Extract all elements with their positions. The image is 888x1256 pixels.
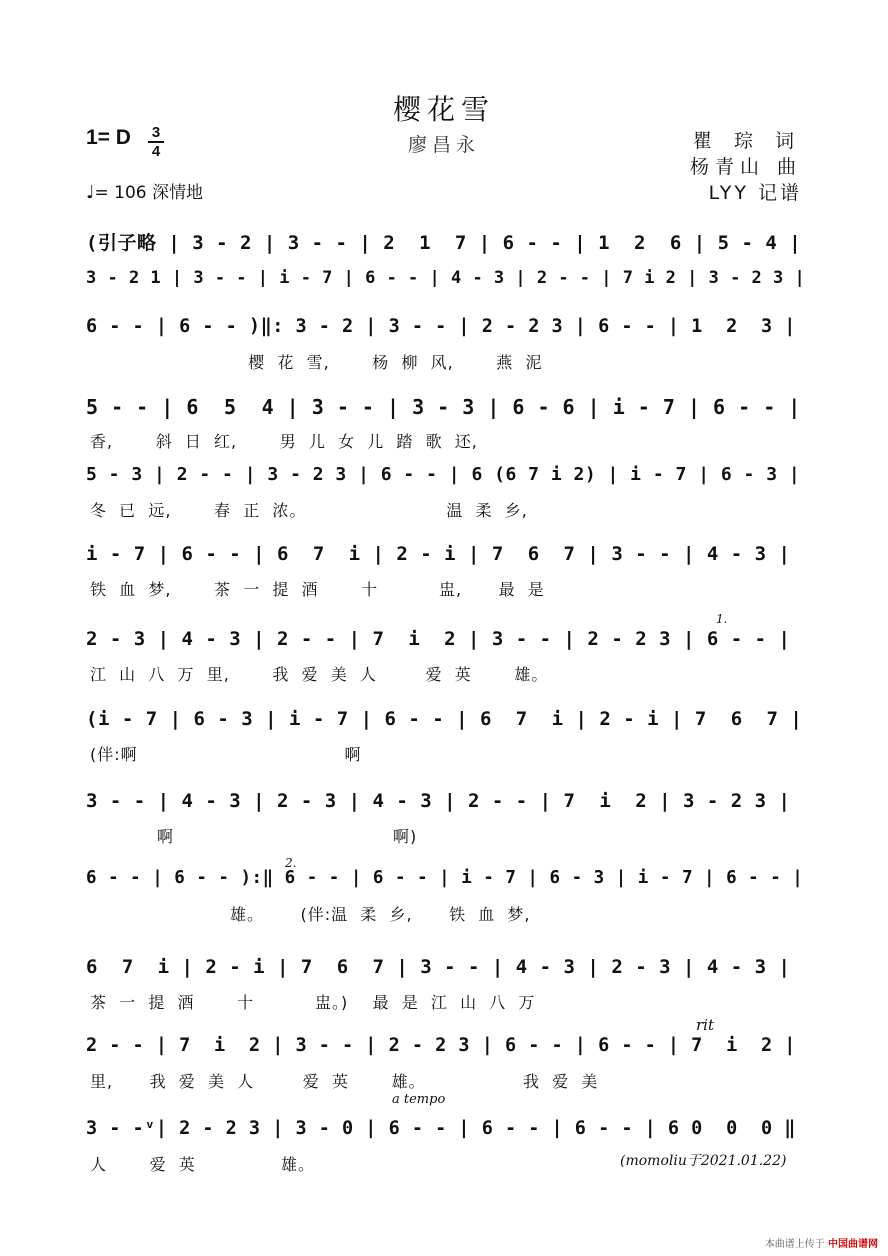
lyrics-row: (伴:啊 啊 xyxy=(90,745,362,764)
transcriber: LYY 记谱 xyxy=(708,182,802,204)
score-line xyxy=(86,790,806,848)
lyricist: 瞿 琮 词 xyxy=(692,130,802,152)
notation-row: (引子略 | 3 - 2 | 3 - - | 2 1 7 | 6 - - | 1 2 6 | 5 - 4 | xyxy=(86,232,802,254)
notation-row: 5 - 3 | 2 - - | 3 - 2 3 | 6 - - | 6 (6 7 i 2) | i - 7 | 6 - 3 | xyxy=(86,464,801,485)
notation-row: 6 - - | 6 - - ):‖ 6 - - | 6 - - | i - 7 | 6 - 3 | i - 7 | 6 - - | xyxy=(86,868,804,888)
notation-row: 2 - - | 7 i 2 | 3 - - | 2 - 2 3 | 6 - - | 6 - - | 7 i 2 | xyxy=(86,1035,796,1056)
score-line xyxy=(86,1035,806,1093)
lyrics-row: 啊 啊) xyxy=(90,827,418,846)
a-tempo-marking: a tempo xyxy=(392,1092,446,1107)
score-line xyxy=(86,543,806,601)
lyrics-row: 铁 血 梦, 茶 一 提 酒 十 盅, 最 是 xyxy=(90,580,545,599)
score-line xyxy=(86,316,806,374)
score-line xyxy=(86,708,806,766)
rit-marking: rit xyxy=(696,1016,714,1034)
volta-1: 1. xyxy=(716,612,728,626)
notation-row: 2 - 3 | 4 - 3 | 2 - - | 7 i 2 | 3 - - | 2 - 2 3 | 6 - - | xyxy=(86,628,791,650)
song-title: 樱花雪 xyxy=(392,93,495,126)
footer-text: 本曲谱上传于 xyxy=(764,1239,825,1250)
notation-row: i - 7 | 6 - - | 6 7 i | 2 - i | 7 6 7 | 3 - - | 4 - 3 | xyxy=(86,543,791,565)
singer-name: 廖昌永 xyxy=(407,134,480,156)
lyrics-row: 冬 已 远, 春 正 浓。 温 柔 乡, xyxy=(90,501,528,520)
tempo-text: = 106 深情地 xyxy=(94,183,203,203)
lyrics-row: 茶 一 提 酒 十 盅。) 最 是 江 山 八 万 xyxy=(90,993,536,1012)
notation-row: (i - 7 | 6 - 3 | i - 7 | 6 - - | 6 7 i | 2 - i | 7 6 7 | xyxy=(86,708,803,730)
score-line xyxy=(86,868,806,926)
notation-row: 3 - 2 1 | 3 - - | i - 7 | 6 - - | 4 - 3 | 2 - - | 7 i 2 | 3 - 2 3 | xyxy=(86,268,806,288)
footer-brand: 中国曲谱网 xyxy=(828,1239,878,1250)
score-line xyxy=(86,464,806,522)
lyrics-row: 香, 斜 日 红, 男 儿 女 儿 踏 歌 还, xyxy=(90,432,478,451)
transcription-signature: (momoliu于2021.01.22) xyxy=(620,1153,787,1169)
time-top: 3 xyxy=(151,124,161,141)
notation-row: 5 - - | 6 5 4 | 3 - - | 3 - 3 | 6 - 6 | i - 7 | 6 - - | xyxy=(86,395,801,419)
time-bottom: 4 xyxy=(151,143,161,160)
lyrics-row: 雄。 (伴:温 柔 乡, 铁 血 梦, xyxy=(90,905,531,924)
tempo-marking xyxy=(86,178,203,203)
composer: 杨青山 曲 xyxy=(689,156,802,178)
lyrics-row: 樱 花 雪, 杨 柳 风, 燕 泥 xyxy=(90,353,543,372)
lyrics-row: 江 山 八 万 里, 我 爱 美 人 爱 英 雄。 xyxy=(90,665,549,684)
notation-row: 6 - - | 6 - - )‖: 3 - 2 | 3 - - | 2 - 2 3 | 6 - - | 1 2 3 | xyxy=(86,316,796,337)
lyrics-row: 里, 我 爱 美 人 爱 英 雄。 我 爱 美 xyxy=(90,1072,599,1091)
score-line xyxy=(86,395,806,453)
notation-row: 3 - -ᵛ| 2 - 2 3 | 3 - 0 | 6 - - | 6 - - | 6 - - | 6 0 0 0 ‖ xyxy=(86,1118,796,1139)
lyrics-row: 人 爱 英 雄。 xyxy=(90,1155,315,1174)
volta-2: 2. xyxy=(285,856,297,870)
quarter-note-icon: ♩ xyxy=(86,182,95,203)
notation-row: 3 - - | 4 - 3 | 2 - 3 | 4 - 3 | 2 - - | 7 i 2 | 3 - 2 3 | xyxy=(86,790,791,812)
score-line xyxy=(86,956,806,1014)
time-signature xyxy=(148,125,164,159)
notation-row: 6 7 i | 2 - i | 7 6 7 | 3 - - | 4 - 3 | 2 - 3 | 4 - 3 | xyxy=(86,956,791,978)
site-footer xyxy=(765,1235,878,1250)
key-signature: 1= D xyxy=(86,126,131,149)
score-line xyxy=(86,628,806,686)
